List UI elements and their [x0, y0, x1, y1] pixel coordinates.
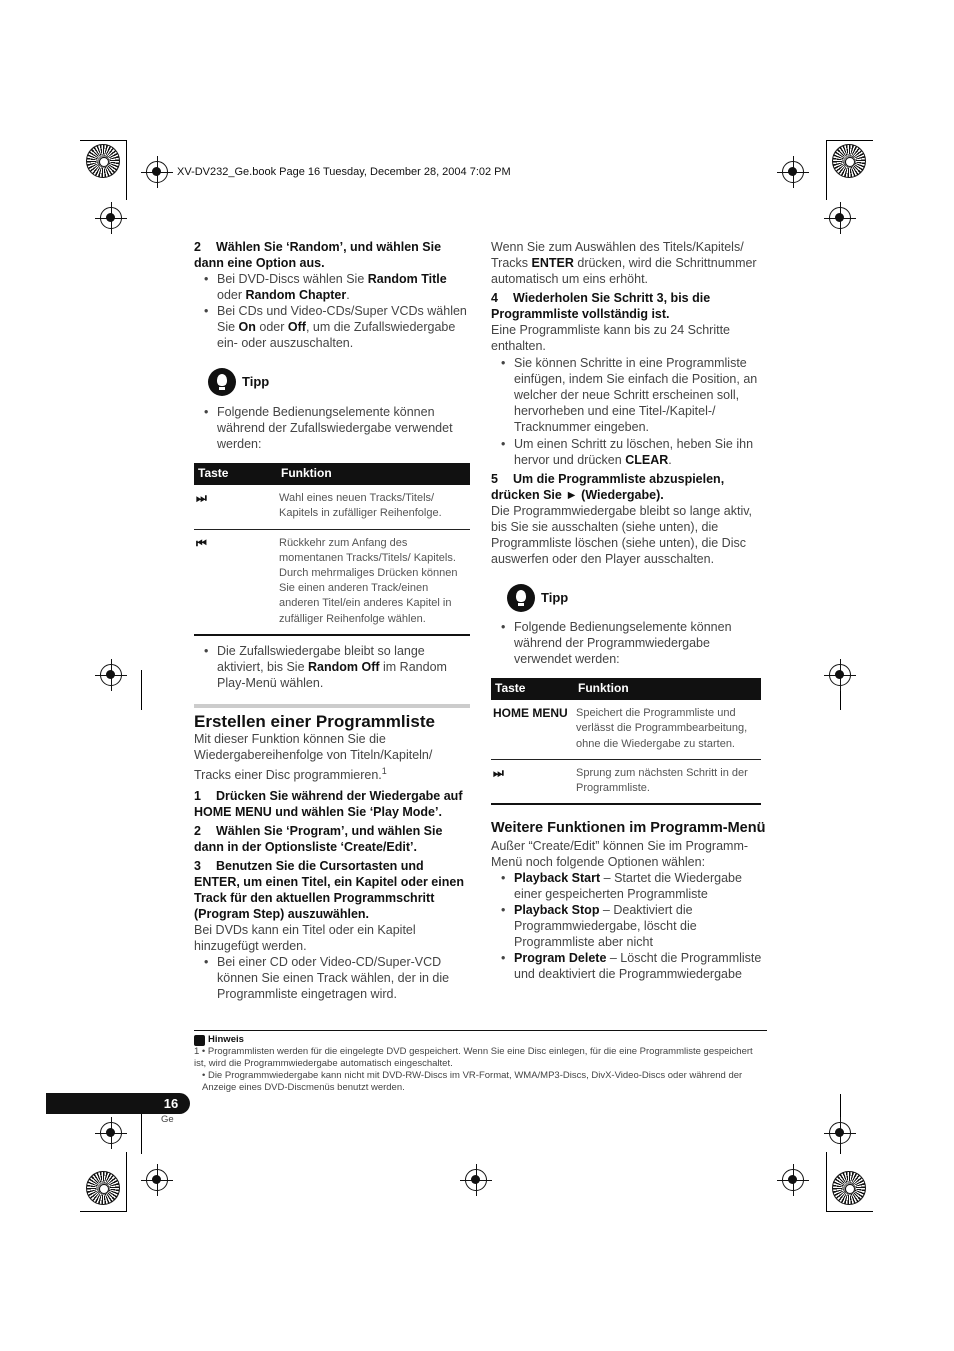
step-1: 1 Drücken Sie während der Wiedergabe auf HOME MENU und wählen Sie ‘Play Mode’.: [194, 788, 463, 819]
list-item: • Die Zufallswiedergabe bleibt so lange aktiviert, bis Sie Random Off im Random Play-Menü wählen.: [194, 643, 470, 691]
random-keys-table: [194, 463, 470, 636]
list-item: • Folgende Bedienungselemente können während der Zufallswiedergabe verwendet werden:: [194, 404, 470, 452]
lightbulb-icon: [208, 368, 236, 396]
list-item: • Program Delete – Löscht die Programmliste und deaktiviert die Programmwiedergabe: [491, 950, 767, 982]
registration-mark-icon: [100, 1122, 122, 1144]
note-heading: Hinweis: [194, 1034, 766, 1046]
previous-icon: ⏮: [194, 529, 277, 635]
list-item: • Playback Stop – Deaktiviert die Programmwiedergabe, löscht die Programmliste aber nicht: [491, 902, 767, 950]
table-header-key: Taste: [491, 678, 574, 700]
registration-wheel-icon: [86, 144, 120, 178]
step-2: 2 Wählen Sie ‘Random’, und wählen Sie dann eine Option aus.: [194, 240, 442, 270]
step-3-list: [194, 954, 470, 1002]
tipp-heading: Tipp: [507, 584, 767, 612]
table-row: [194, 529, 470, 635]
registration-mark-icon: [829, 664, 851, 686]
tipp-list: [194, 404, 470, 452]
registration-mark-icon: [465, 1169, 487, 1191]
registration-mark-icon: [146, 1169, 168, 1191]
step-5-body: Die Programmwiedergabe bleibt so lange aktiv, bis Sie sie ausschalten (siehe unten), die Programmliste löschen (siehe unten), die Disc auswerfen oder den Player ausschalten.: [491, 504, 753, 566]
next-icon: ⏭: [491, 759, 574, 804]
section-intro: Mit dieser Funktion können Sie die Wiedergabereihenfolge von Titeln/Kapiteln/ Tracks einer Disc programmieren.$^1$: [194, 731, 433, 782]
table-cell: Sprung zum nächsten Schritt in der Programmliste.: [574, 759, 761, 804]
table-header-function: Funktion: [574, 678, 761, 700]
registration-mark-icon: [829, 207, 851, 229]
section-title: Erstellen einer Programmliste: [194, 711, 435, 731]
random-off-list: [194, 643, 470, 691]
list-item: • Um einen Schritt zu löschen, heben Sie ihn hervor und drücken CLEAR.: [491, 436, 767, 468]
list-item: • Bei CDs und Video-CDs/Super VCDs wählen Sie On oder Off, um die Zufallswiedergabe ein- oder auszuschalten.: [194, 303, 470, 351]
book-header: XV-DV232_Ge.book Page 16 Tuesday, December 28, 2004 7:02 PM: [177, 166, 511, 178]
table-cell: Wahl eines neuen Tracks/Titels/ Kapitels in zufälliger Reihenfolge.: [277, 485, 470, 529]
step-3: 3 Benutzen Sie die Cursortasten und ENTER, um einen Titel, ein Kapitel oder einen Track für den aktuellen Programmschritt (Program Step) auszuwählen.: [194, 858, 464, 921]
program-functions-list: [491, 870, 767, 982]
step-3-body: Bei DVDs kann ein Titel oder ein Kapitel hinzugefügt werden.: [194, 922, 416, 953]
enter-paragraph: Wenn Sie zum Auswählen des Titels/Kapitels/ Tracks ENTER drücken, wird die Schrittnummer automatisch um eins erhöht.: [491, 240, 757, 286]
step-4: 4 Wiederholen Sie Schritt 3, bis die Programmliste vollständig ist.: [491, 291, 711, 321]
list-item: • Playback Start – Startet die Wiedergabe einer gespeicherten Programmliste: [491, 870, 767, 902]
registration-mark-icon: [100, 207, 122, 229]
table-header-function: Funktion: [277, 463, 470, 485]
lightbulb-icon: [507, 584, 535, 612]
registration-wheel-icon: [86, 1171, 120, 1205]
footnote-1: 1 • Programmlisten werden für die eingelegte DVD gespeichert. Wenn Sie eine Disc einlegen, für die eine Programmliste gespeichert ist, wird die Programmwiedergabe automatisch eingeschaltet.: [194, 1046, 753, 1069]
list-item: • Folgende Bedienungselemente können während der Programmwiedergabe verwendet werden:: [491, 619, 767, 667]
subsection-intro: Außer “Create/Edit” können Sie im Programm-Menü noch folgende Optionen wählen:: [491, 839, 749, 870]
registration-mark-icon: [782, 1169, 804, 1191]
registration-wheel-icon: [832, 1171, 866, 1205]
step-4-list: [491, 355, 767, 468]
step-2: 2 Wählen Sie ‘Program’, und wählen Sie dann in der Optionsliste ‘Create/Edit’.: [194, 823, 443, 854]
step-5: 5 Um die Programmliste abzuspielen, drücken Sie ► (Wiedergabe).: [491, 472, 725, 502]
note-icon: [194, 1035, 205, 1046]
random-options-list: [194, 271, 470, 351]
home-menu-key: HOME MENU: [491, 700, 574, 759]
step-4-body: Eine Programmliste kann bis zu 24 Schritte enthalten.: [491, 323, 730, 353]
page-number: 16: [163, 1096, 179, 1111]
footnote-block: [194, 1034, 766, 1094]
subsection-title: Weitere Funktionen im Programm-Menü: [491, 820, 766, 837]
registration-mark-icon: [100, 664, 122, 686]
list-item: • Bei einer CD oder Video-CD/Super-VCD können Sie einen Track wählen, der in die Programmliste eingetragen wird.: [194, 954, 470, 1002]
list-item: • Sie können Schritte in eine Programmliste einfügen, indem Sie einfach die Position, an welcher der neue Schritt erscheinen soll, hervorheben und eine Titel-/Kapitel-/ Tracknummer eingeben.: [491, 355, 767, 435]
note-divider: [194, 1030, 767, 1031]
table-header-key: Taste: [194, 463, 277, 485]
table-cell: Rückkehr zum Anfang des momentanen Tracks/Titels/ Kapitels. Durch mehrmaliges Drücken können Sie einen anderen Track/einen anderen Titel/ein anderes Kapitel in zufälliger Reihenfolge wählen.: [277, 529, 470, 635]
registration-mark-icon: [146, 161, 168, 183]
section-divider: [194, 704, 470, 708]
footnote-2: • Die Programmwiedergabe kann nicht mit DVD-RW-Discs im VR-Format, WMA/MP3-Discs, DivX-Video-Discs oder während der Anzeige eines DVD-Discmenüs benutzt werden.: [202, 1070, 743, 1093]
registration-mark-icon: [829, 1122, 851, 1144]
table-row: [194, 485, 470, 529]
language-code: Ge: [161, 1114, 174, 1125]
tipp-heading: Tipp: [208, 368, 470, 396]
program-keys-table: [491, 678, 761, 805]
left-column: [194, 239, 470, 1002]
registration-mark-icon: [782, 161, 804, 183]
registration-wheel-icon: [832, 144, 866, 178]
right-column: [491, 239, 767, 982]
next-icon: ⏭: [194, 485, 277, 529]
table-row: [491, 759, 761, 804]
table-row: [491, 700, 761, 759]
list-item: • Bei DVD-Discs wählen Sie Random Title oder Random Chapter.: [194, 271, 470, 303]
table-cell: Speichert die Programmliste und verlässt die Programmbearbeitung, ohne die Wiedergabe zu starten.: [574, 700, 761, 759]
tipp-list: [491, 619, 767, 667]
